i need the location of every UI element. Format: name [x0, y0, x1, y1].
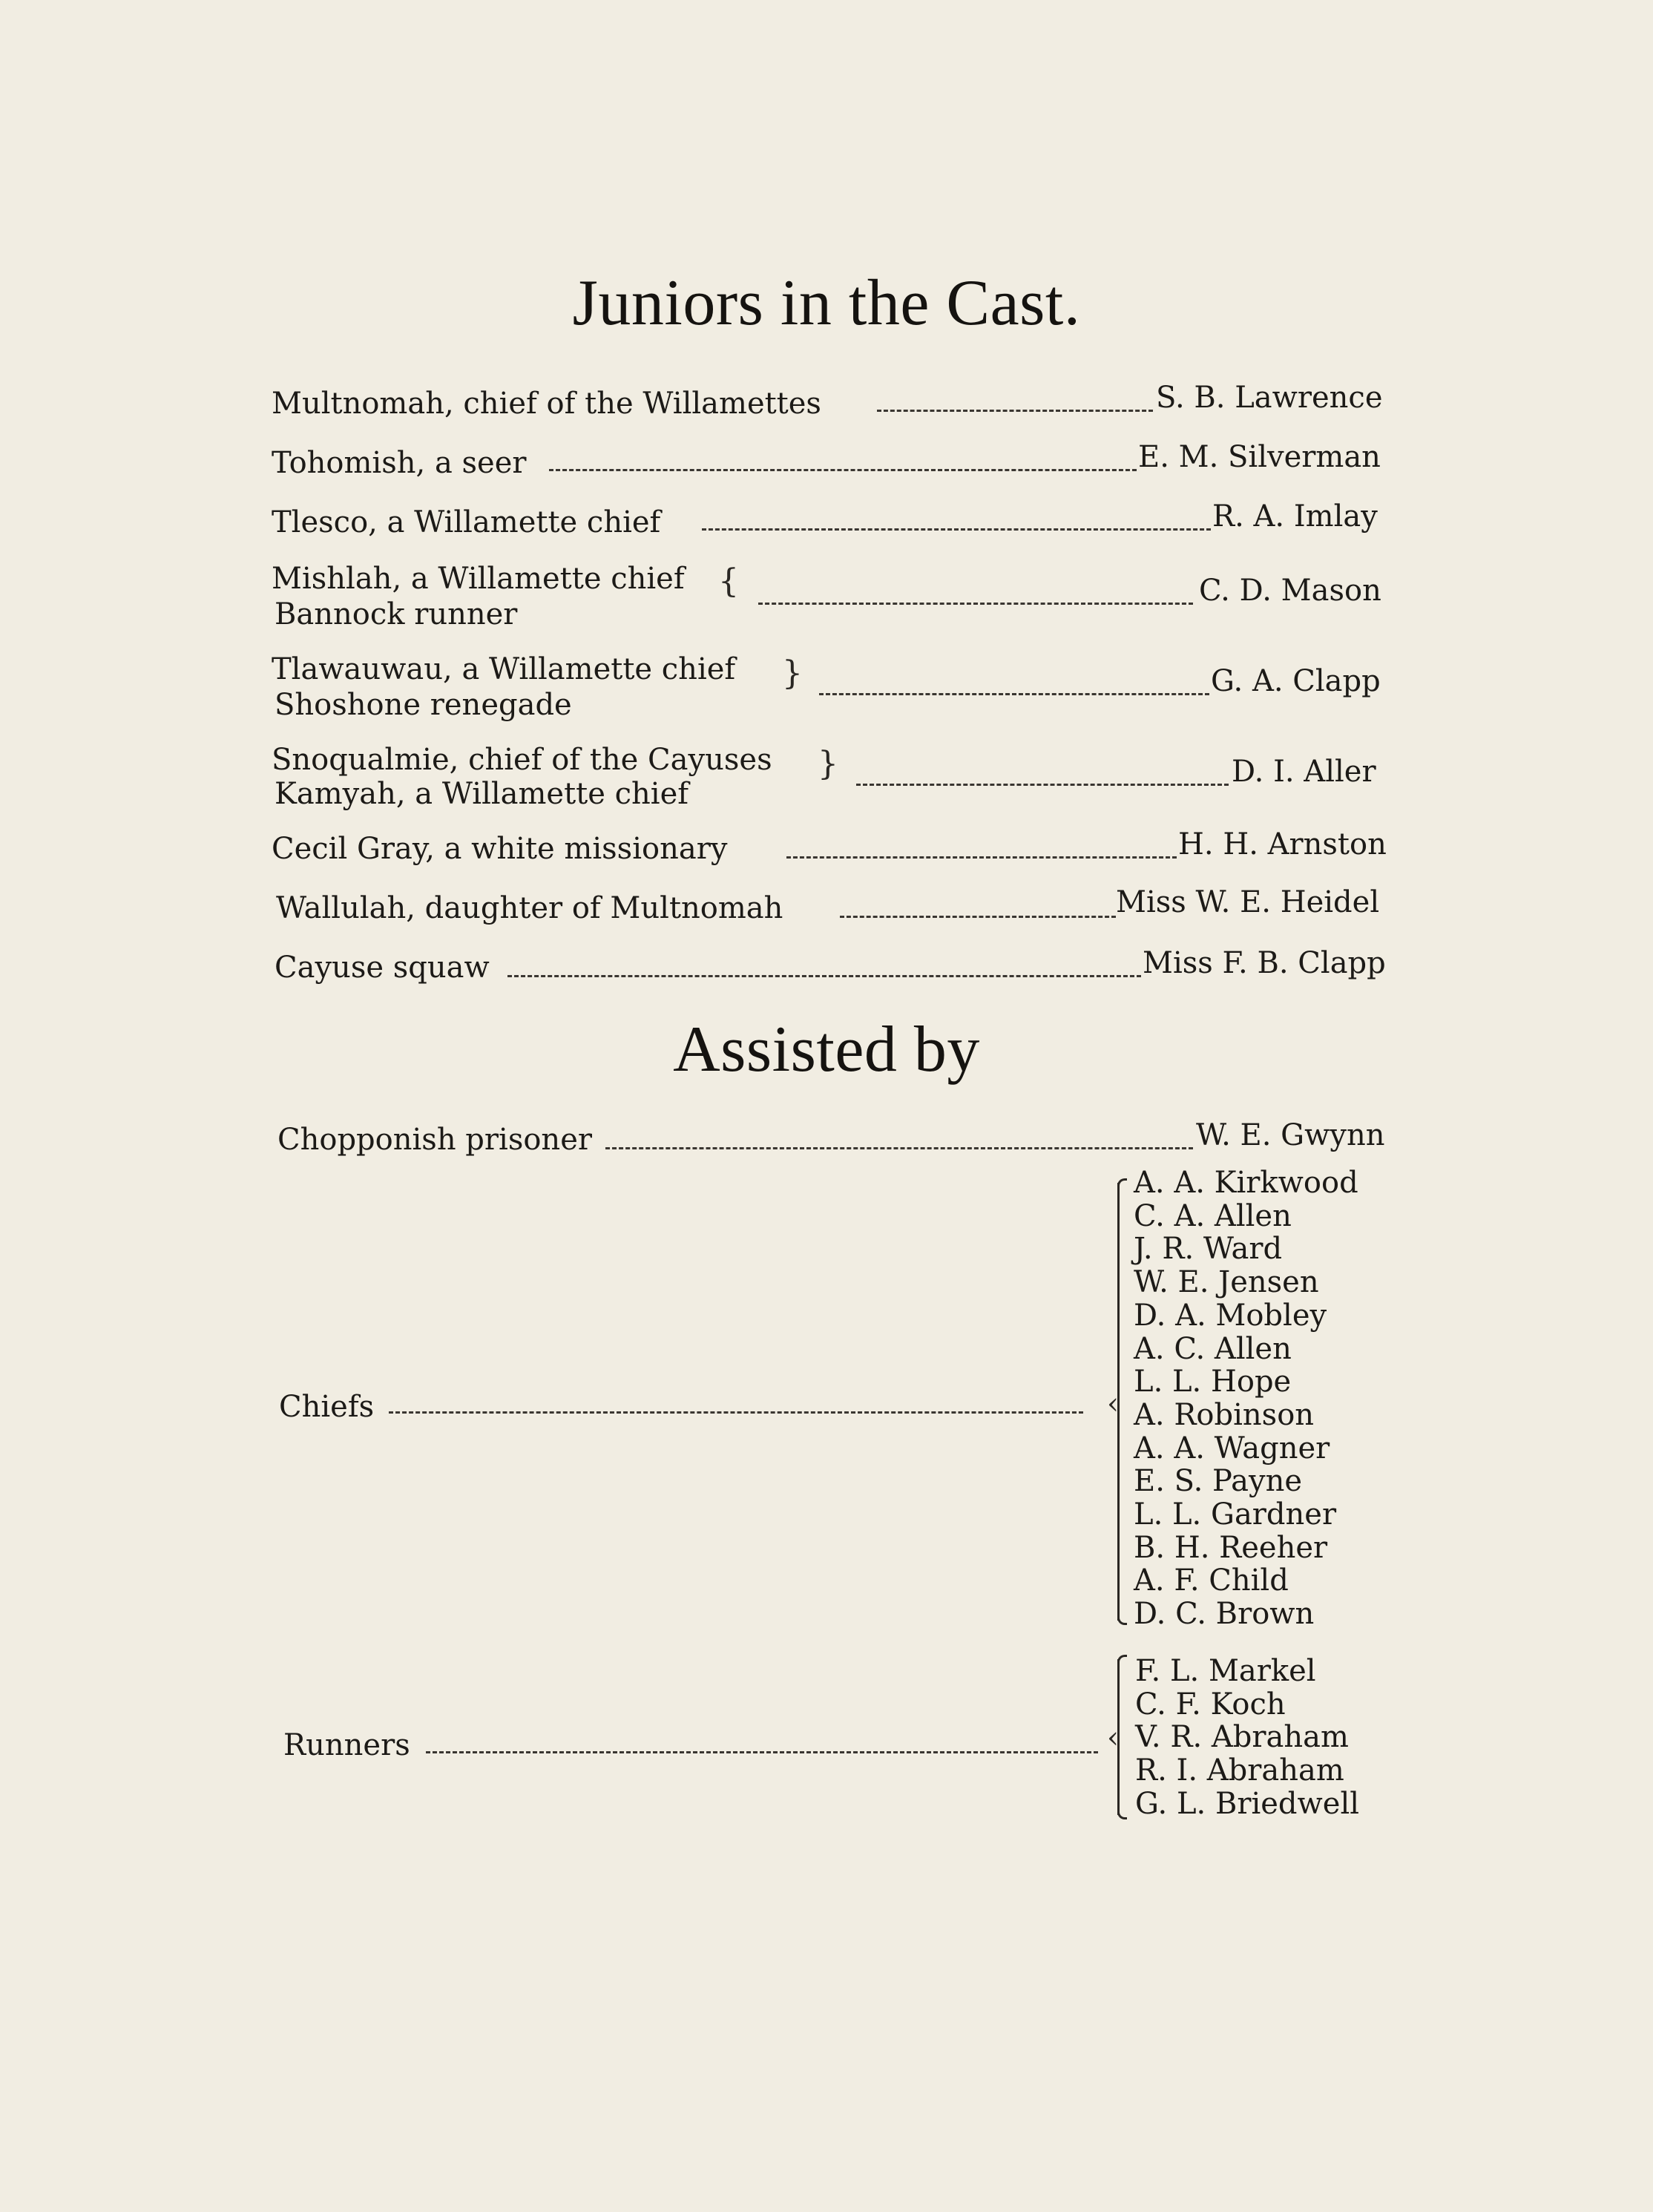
- list-item: R. I. Abraham: [1135, 1753, 1344, 1788]
- list-item: D. C. Brown: [1134, 1597, 1315, 1632]
- role-name-secondary: Bannock runner: [275, 597, 518, 631]
- actor-name: E. M. Silverman: [1138, 440, 1381, 474]
- brace-icon: [1117, 1659, 1130, 1815]
- leader-dots: [819, 693, 1209, 695]
- leader-dots: [877, 410, 1153, 412]
- leader-dots: [426, 1751, 1098, 1753]
- brace-point-icon: ‹: [1107, 1387, 1119, 1421]
- leader-dots: [758, 603, 1193, 605]
- list-item: A. A. Wagner: [1134, 1431, 1330, 1466]
- list-item: A. A. Kirkwood: [1134, 1166, 1358, 1200]
- leader-dots: [856, 784, 1229, 786]
- leader-dots: [840, 916, 1116, 918]
- list-item: D. A. Mobley: [1134, 1298, 1327, 1333]
- leader-dots: [549, 469, 1137, 471]
- role-name-secondary: Kamyah, a Willamette chief: [275, 777, 689, 811]
- actor-name: Miss F. B. Clapp: [1143, 946, 1386, 980]
- leader-dots: [786, 856, 1177, 859]
- leader-dots: [605, 1147, 1193, 1149]
- role-name: Mishlah, a Willamette chief: [272, 562, 685, 596]
- list-item: B. H. Reeher: [1134, 1530, 1328, 1565]
- role-name: Tohomish, a seer: [272, 446, 527, 480]
- cast-heading: Juniors in the Cast.: [572, 267, 1081, 339]
- list-item: F. L. Markel: [1135, 1654, 1316, 1688]
- role-name: Chopponish prisoner: [277, 1123, 592, 1157]
- list-item: W. E. Jensen: [1134, 1265, 1319, 1300]
- assisted-heading: Assisted by: [673, 1014, 980, 1086]
- list-item: V. R. Abraham: [1135, 1720, 1349, 1755]
- actor-name: H. H. Arnston: [1178, 827, 1387, 862]
- role-name: Multnomah, chief of the Willamettes: [272, 387, 821, 421]
- runners-name-list: [1135, 1655, 1359, 1821]
- role-name: Cayuse squaw: [275, 951, 490, 985]
- brace-icon: {: [718, 562, 739, 600]
- list-item: G. L. Briedwell: [1135, 1786, 1360, 1821]
- list-item: A. F. Child: [1134, 1563, 1289, 1598]
- list-item: E. S. Payne: [1134, 1464, 1303, 1499]
- list-item: L. L. Gardner: [1134, 1497, 1337, 1532]
- actor-name: W. E. Gwynn: [1196, 1118, 1385, 1152]
- actor-name: R. A. Imlay: [1212, 499, 1378, 534]
- leader-dots: [389, 1411, 1083, 1414]
- leader-dots: [507, 975, 1141, 977]
- list-item: A. C. Allen: [1134, 1331, 1292, 1366]
- actor-name: G. A. Clapp: [1211, 664, 1381, 698]
- role-name: Wallulah, daughter of Multnomah: [276, 891, 783, 925]
- brace-icon: }: [782, 654, 803, 692]
- group-label: Chiefs: [279, 1390, 375, 1424]
- actor-name: Miss W. E. Heidel: [1116, 885, 1380, 919]
- list-item: C. A. Allen: [1134, 1198, 1292, 1233]
- chiefs-name-list: [1134, 1166, 1358, 1631]
- actor-name: D. I. Aller: [1232, 755, 1376, 789]
- role-name: Cecil Gray, a white missionary: [272, 832, 728, 866]
- list-item: J. R. Ward: [1134, 1232, 1283, 1267]
- list-item: C. F. Koch: [1135, 1687, 1286, 1722]
- brace-icon: }: [818, 745, 838, 783]
- list-item: L. L. Hope: [1134, 1365, 1292, 1399]
- group-label: Runners: [283, 1728, 410, 1762]
- leader-dots: [702, 528, 1211, 531]
- role-name: Tlawauwau, a Willamette chief: [272, 652, 736, 686]
- actor-name: S. B. Lawrence: [1156, 381, 1383, 415]
- role-name-secondary: Shoshone renegade: [275, 688, 572, 722]
- actor-name: C. D. Mason: [1199, 574, 1381, 608]
- brace-icon: [1117, 1183, 1130, 1621]
- role-name: Snoqualmie, chief of the Cayuses: [272, 743, 772, 777]
- brace-point-icon: ‹: [1107, 1721, 1119, 1755]
- list-item: A. Robinson: [1134, 1397, 1315, 1432]
- role-name: Tlesco, a Willamette chief: [272, 505, 661, 539]
